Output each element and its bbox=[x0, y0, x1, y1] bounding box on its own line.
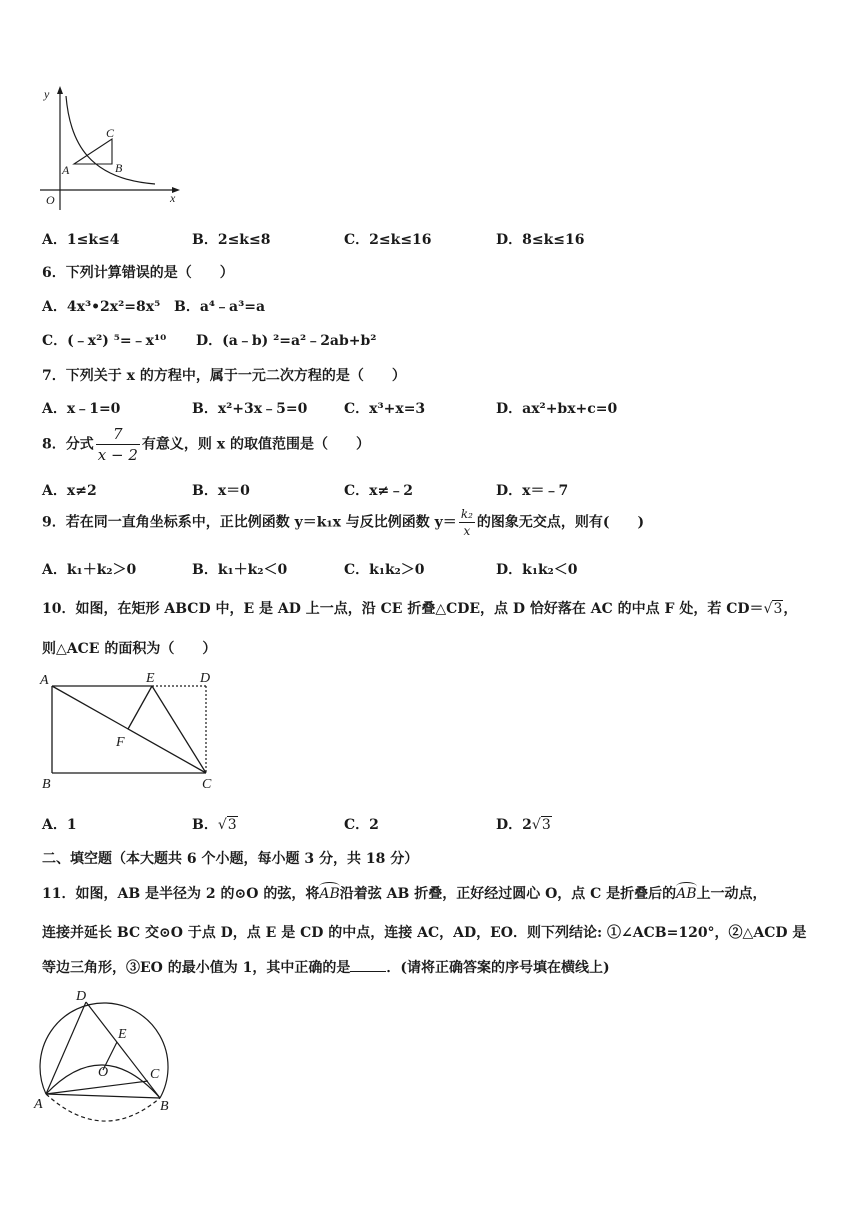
q11-circle-figure bbox=[30, 986, 190, 1136]
q11-stem-line2: 连接并延长 BC 交⊙O 于点 D，点 E 是 CD 的中点，连接 AC，AD，EO．则下列结论: ①∠ACB=120°，②△ACD 是 bbox=[42, 925, 807, 941]
q10-point-f-label: F bbox=[116, 735, 125, 750]
section-2-heading: 二、填空题（本大题共 6 个小题，每小题 3 分，共 18 分） bbox=[42, 851, 419, 867]
q10-option-a[interactable]: A．1 bbox=[42, 817, 77, 833]
q8-fraction bbox=[96, 424, 140, 465]
q9-option-a[interactable]: A．k₁＋k₂＞0 bbox=[42, 562, 137, 578]
q6-option-c[interactable]: C．(﹣x²) ⁵=﹣x¹⁰ bbox=[42, 333, 167, 349]
q10-point-a-label: A bbox=[40, 673, 49, 688]
q9-prefix: 9．若在同一直角坐标系中，正比例函数 y＝k₁x 与反比例函数 y＝ bbox=[42, 514, 457, 531]
q11-line3-part1: 等边三角形，③EO 的最小值为 1，其中正确的是 bbox=[42, 960, 351, 976]
q9-option-d[interactable]: D．k₁k₂＜0 bbox=[496, 562, 578, 578]
q11-answer-blank[interactable] bbox=[350, 957, 386, 972]
q9-options bbox=[42, 559, 802, 579]
q9-option-c[interactable]: C．k₁k₂＞0 bbox=[344, 562, 425, 578]
q8-option-a[interactable]: A．x≠2 bbox=[42, 483, 97, 499]
q10-option-b[interactable] bbox=[192, 814, 238, 834]
q7-option-c[interactable]: C．x³+x=3 bbox=[344, 401, 426, 417]
q6-stem: 6．下列计算错误的是（ ） bbox=[42, 265, 234, 281]
q10-point-c-label: C bbox=[202, 777, 212, 792]
q10-point-b-label: B bbox=[42, 777, 51, 792]
q5-point-a-label: A bbox=[62, 163, 70, 177]
q5-graph-figure bbox=[30, 84, 190, 214]
q11-arc-ab-1: AB bbox=[319, 883, 339, 902]
q5-option-a[interactable]: A．1≤k≤4 bbox=[42, 232, 120, 248]
q10-rectangle-figure bbox=[36, 666, 226, 792]
q5-point-b-label: B bbox=[115, 161, 123, 175]
q7-option-a[interactable]: A．x﹣1=0 bbox=[42, 401, 121, 417]
q10-stem-line1 bbox=[42, 598, 797, 618]
q9-frac-den: x bbox=[463, 524, 471, 538]
q11-point-a-label: A bbox=[34, 1097, 43, 1112]
q10-sqrt-rad: 3 bbox=[773, 601, 783, 617]
q5-option-c[interactable]: C．2≤k≤16 bbox=[344, 232, 432, 248]
q5-y-label: y bbox=[44, 87, 50, 101]
q8-option-b[interactable]: B．x＝0 bbox=[192, 483, 250, 499]
q11-line1-part2: 沿着弦 AB 折叠，正好经过圆心 O，点 C 是折叠后的 bbox=[339, 886, 677, 902]
q5-options bbox=[42, 229, 802, 249]
q11-line1-part3: 上一动点， bbox=[696, 886, 767, 902]
q10-line1-end: ， bbox=[783, 601, 798, 617]
q8-option-d[interactable]: D．x＝﹣7 bbox=[496, 483, 569, 499]
q10-point-e-label: E bbox=[146, 671, 155, 686]
q9-stem bbox=[42, 506, 644, 539]
q6-options-row1 bbox=[42, 296, 802, 316]
q10-options bbox=[42, 814, 802, 834]
q8-options bbox=[42, 480, 802, 500]
q10-point-d-label: D bbox=[200, 671, 211, 686]
q6-options-row2 bbox=[42, 330, 802, 350]
q11-point-o-label: O bbox=[98, 1065, 109, 1080]
q11-arc-ab-2: AB bbox=[676, 883, 696, 902]
q10-option-b-prefix: B． bbox=[192, 817, 218, 833]
q8-frac-den: x − 2 bbox=[97, 446, 138, 464]
q10-sqrt: √3 bbox=[763, 601, 783, 617]
q10-option-d[interactable] bbox=[496, 814, 552, 834]
q11-stem-line3 bbox=[42, 957, 610, 977]
q5-option-d[interactable]: D．8≤k≤16 bbox=[496, 232, 585, 248]
q5-option-b[interactable]: B．2≤k≤8 bbox=[192, 232, 271, 248]
q11-line1-part1: 11．如图，AB 是半径为 2 的⊙O 的弦，将 bbox=[42, 886, 320, 902]
q8-option-c[interactable]: C．x≠﹣2 bbox=[344, 483, 413, 499]
q11-point-d-label: D bbox=[76, 989, 87, 1004]
q9-frac-num: k₂ bbox=[460, 507, 473, 521]
q9-option-b[interactable]: B．k₁＋k₂＜0 bbox=[192, 562, 288, 578]
q10-option-b-rad: 3 bbox=[227, 817, 237, 833]
q10-option-c[interactable]: C．2 bbox=[344, 817, 379, 833]
q9-suffix: 的图象无交点，则有( ) bbox=[476, 514, 645, 531]
q10-option-d-prefix: D．2 bbox=[496, 817, 532, 833]
q6-option-d[interactable]: D．(a﹣b) ²=a²﹣2ab+b² bbox=[196, 333, 377, 349]
q8-suffix: 有意义，则 x 的取值范围是（ ） bbox=[141, 436, 370, 453]
q7-option-d[interactable]: D．ax²+bx+c=0 bbox=[496, 401, 618, 417]
q8-frac-num: 7 bbox=[96, 424, 140, 445]
q10-option-d-sqrt: √3 bbox=[531, 817, 551, 833]
q11-line3-part2: ．(请将正确答案的序号填在横线上) bbox=[386, 960, 610, 976]
q10-option-d-rad: 3 bbox=[541, 817, 551, 833]
q8-stem bbox=[42, 424, 370, 465]
q7-stem: 7．下列关于 x 的方程中，属于一元二次方程的是（ ） bbox=[42, 368, 406, 384]
q6-option-a[interactable]: A．4x³•2x²=8x⁵ bbox=[42, 299, 161, 315]
q10-line1-text: 10．如图，在矩形 ABCD 中，E 是 AD 上一点，沿 CE 折叠△CDE，点 D 恰好落在 AC 的中点 F 处，若 CD＝ bbox=[42, 601, 764, 617]
q11-point-e-label: E bbox=[118, 1027, 127, 1042]
q5-x-label: x bbox=[170, 191, 176, 205]
q5-origin-label: O bbox=[46, 193, 55, 207]
q9-fraction bbox=[459, 506, 475, 539]
q10-stem-line2: 则△ACE 的面积为（ ） bbox=[42, 641, 217, 657]
q10-option-b-sqrt: √3 bbox=[217, 817, 237, 833]
q7-option-b[interactable]: B．x²+3x﹣5=0 bbox=[192, 401, 308, 417]
q11-stem-line1 bbox=[42, 883, 767, 903]
q5-point-c-label: C bbox=[106, 126, 115, 140]
q7-options bbox=[42, 398, 802, 418]
q6-option-b[interactable]: B．a⁴﹣a³=a bbox=[174, 299, 266, 315]
q11-point-c-label: C bbox=[150, 1067, 160, 1082]
q11-point-b-label: B bbox=[160, 1099, 169, 1114]
q8-prefix: 8．分式 bbox=[42, 436, 94, 453]
